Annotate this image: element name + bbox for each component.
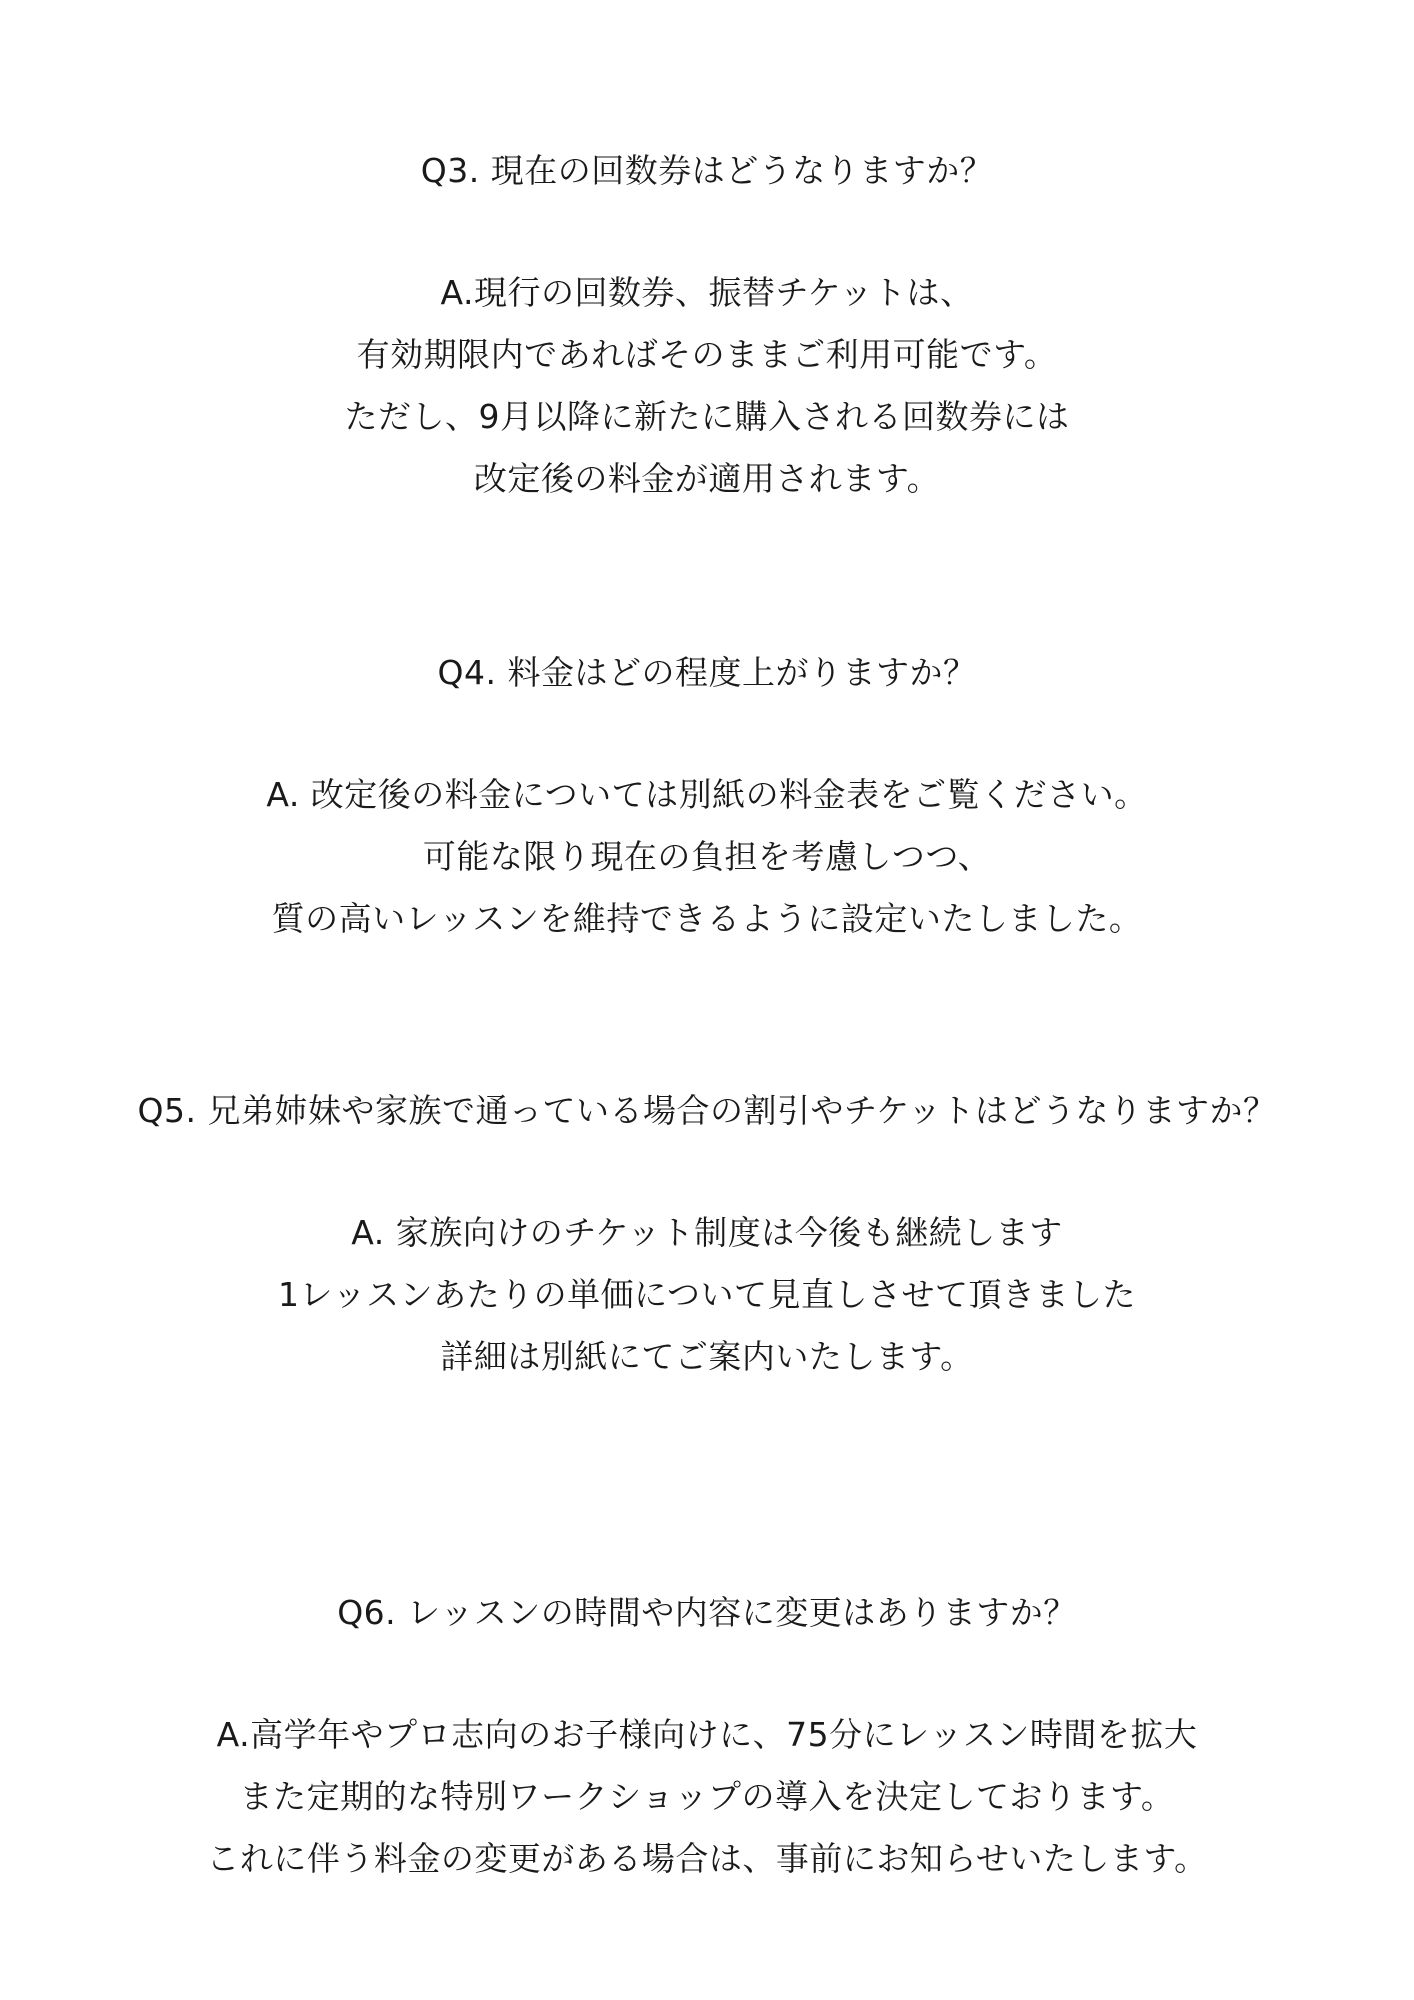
answer-block — [0, 1213, 1414, 1377]
answer-line: 質の高いレッスンを維持できるように設定いたしました。 — [271, 899, 1143, 938]
question-text: Q6. レッスンの時間や内容に変更はありますか？ — [337, 1593, 1077, 1632]
question-text: Q4. 料金はどの程度上がりますか？ — [437, 653, 977, 692]
answer-line: 改定後の料金が適用されます。 — [473, 459, 941, 498]
faq-item-q4 — [0, 653, 1414, 939]
answer-block — [0, 1715, 1414, 1879]
answer-line: 可能な限り現在の負担を考慮しつつ、 — [422, 837, 992, 876]
faq-item-q3 — [0, 151, 1414, 499]
question-text: Q5. 兄弟姉妹や家族で通っている場合の割引やチケットはどうなりますか？ — [137, 1091, 1277, 1130]
answer-line: A.現行の回数券、振替チケットは、 — [440, 273, 974, 312]
answer-line: A. 改定後の料金については別紙の料金表をご覧ください。 — [266, 775, 1148, 814]
answer-line: これに伴う料金の変更がある場合は、事前にお知らせいたします。 — [206, 1839, 1208, 1878]
question-text: Q3. 現在の回数券はどうなりますか？ — [420, 151, 994, 190]
answer-line: 1レッスンあたりの単価について見直しさせて頂きました — [277, 1275, 1136, 1314]
answer-line: 有効期限内であればそのままご利用可能です。 — [356, 335, 1058, 374]
faq-item-q5 — [0, 1091, 1414, 1377]
answer-line: 詳細は別紙にてご案内いたします。 — [440, 1337, 974, 1376]
answer-line: A. 家族向けのチケット制度は今後も継続します — [351, 1213, 1063, 1252]
faq-item-q6 — [0, 1593, 1414, 1879]
answer-line: A.高学年やプロ志向のお子様向けに、75分にレッスン時間を拡大 — [216, 1715, 1198, 1754]
answer-block — [0, 775, 1414, 939]
answer-line: ただし、9月以降に新たに購入される回数券には — [344, 397, 1070, 436]
answer-line: また定期的な特別ワークショップの導入を決定しております。 — [239, 1777, 1175, 1816]
answer-block — [0, 273, 1414, 499]
